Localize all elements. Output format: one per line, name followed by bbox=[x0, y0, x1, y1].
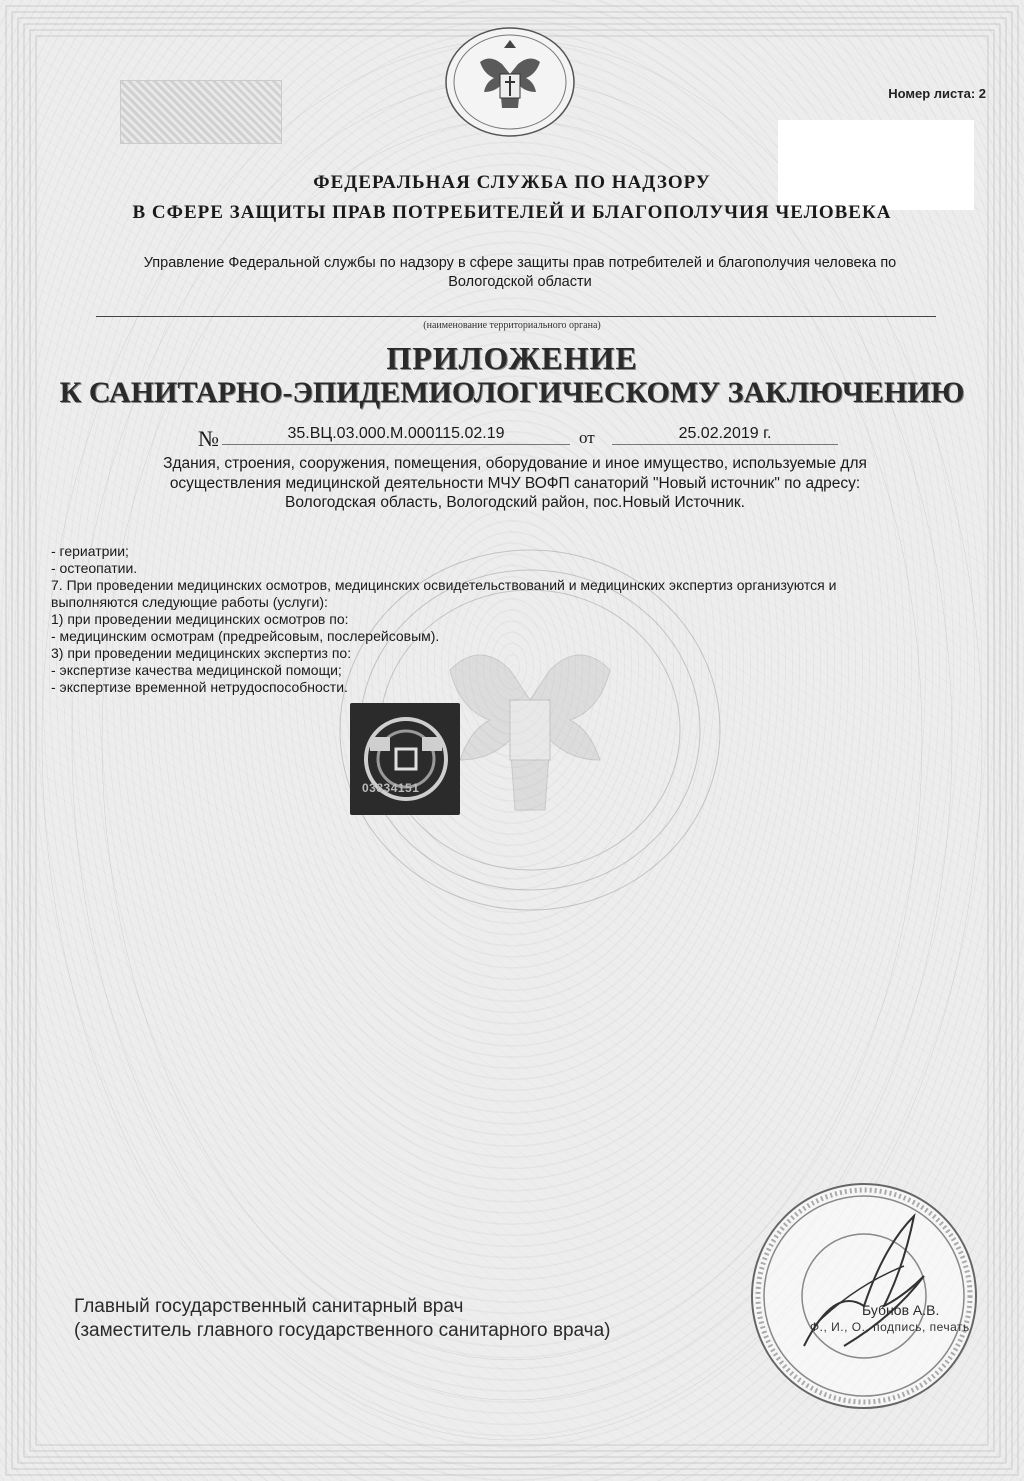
officer-position-line1: Главный государственный санитарный врач bbox=[74, 1296, 464, 1317]
blank-label-area bbox=[778, 120, 974, 210]
department-caption: (наименование территориального органа) bbox=[423, 320, 601, 331]
department-line2: Вологодской области bbox=[448, 274, 592, 290]
sheet-number: Номер листа: 2 bbox=[888, 86, 986, 101]
signature-caption: Ф., И., О., подпись, печать bbox=[810, 1320, 970, 1334]
officer-name: Бубнов А.В. bbox=[862, 1302, 940, 1318]
officer-position-line2: (заместитель главного государственного санитарного врача) bbox=[74, 1320, 611, 1341]
security-sticker bbox=[350, 703, 460, 815]
list-item: 1) при проведении медицинских осмотров по: bbox=[51, 611, 349, 627]
agency-name-line1: ФЕДЕРАЛЬНАЯ СЛУЖБА ПО НАДЗОРУ bbox=[313, 172, 711, 193]
agency-name-line2: В СФЕРЕ ЗАЩИТЫ ПРАВ ПОТРЕБИТЕЛЕЙ И БЛАГОПОЛУЧИЯ ЧЕЛОВЕКА bbox=[132, 202, 892, 223]
number-label: № bbox=[198, 426, 219, 451]
list-item: - медицинским осмотрам (предрейсовым, послерейсовым). bbox=[51, 628, 440, 644]
list-item: - остеопатии. bbox=[51, 560, 138, 576]
security-hologram-icon bbox=[350, 703, 460, 815]
list-item: выполняются следующие работы (услуги): bbox=[51, 594, 328, 610]
document-date: 25.02.2019 г. bbox=[612, 425, 838, 445]
document-number: 35.ВЦ.03.000.М.000115.02.19 bbox=[222, 425, 570, 445]
title-line1: ПРИЛОЖЕНИЕ bbox=[386, 340, 638, 376]
double-headed-eagle-icon bbox=[440, 18, 580, 138]
sticker-serial: 03834151 bbox=[362, 781, 420, 795]
date-label: от bbox=[579, 428, 595, 447]
subject-line3: Вологодская область, Вологодский район, пос.Новый Источник. bbox=[285, 494, 745, 511]
list-item: - гериатрии; bbox=[51, 543, 129, 559]
body-list bbox=[51, 543, 981, 696]
list-item: - экспертизе временной нетрудоспособности. bbox=[51, 679, 348, 695]
list-item: 7. При проведении медицинских осмотров, медицинских освидетельствований и медицинских экспертиз организуются и bbox=[51, 577, 837, 593]
round-seal-icon bbox=[744, 1176, 984, 1416]
list-item: 3) при проведении медицинских экспертиз по: bbox=[51, 645, 352, 661]
subject-text bbox=[70, 454, 960, 513]
subject-line1: Здания, строения, сооружения, помещения, оборудование и иное имущество, используемые для bbox=[163, 455, 867, 472]
hologram-strip bbox=[120, 80, 282, 144]
divider-line bbox=[96, 316, 936, 317]
department-name bbox=[60, 254, 980, 292]
department-line1: Управление Федеральной службы по надзору в сфере защиты прав потребителей и благополучия человека по bbox=[143, 255, 897, 271]
title-line2: К САНИТАРНО-ЭПИДЕМИОЛОГИЧЕСКОМУ ЗАКЛЮЧЕНИЮ bbox=[59, 376, 965, 409]
subject-line2: осуществления медицинской деятельности МЧУ ВОФП санаторий "Новый источник" по адресу: bbox=[169, 474, 861, 492]
list-item: - экспертизе качества медицинской помощи; bbox=[51, 662, 342, 678]
